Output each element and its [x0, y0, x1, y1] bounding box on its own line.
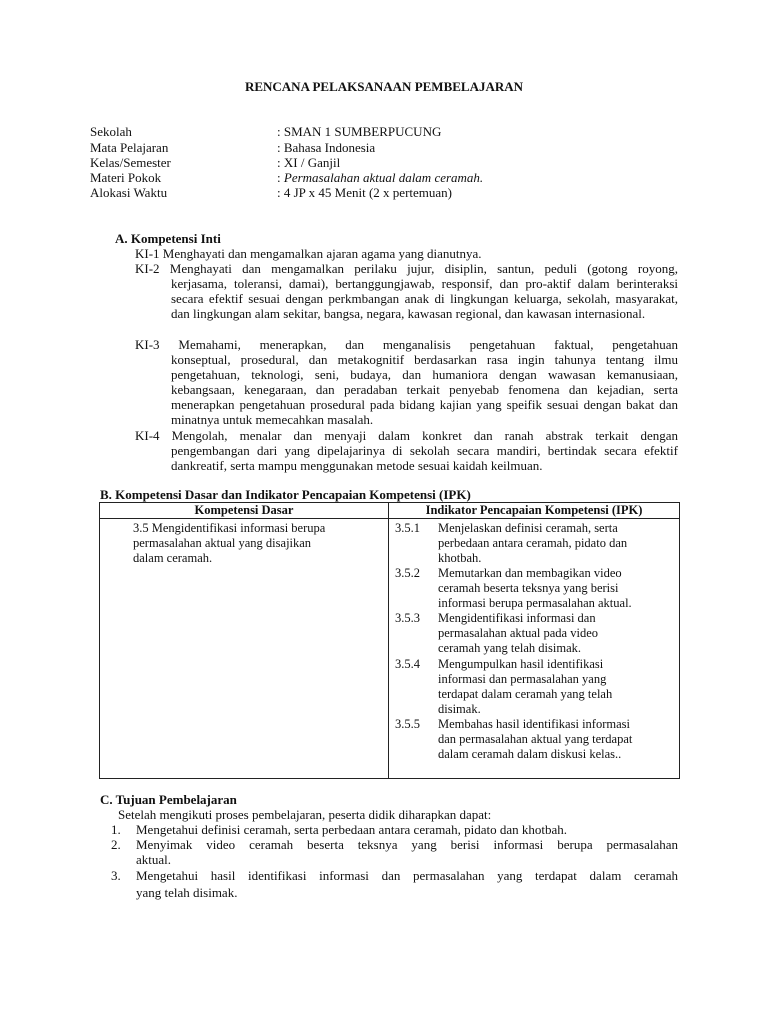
- ipk-cell: [389, 519, 680, 779]
- ki-1: KI-1 Menghayati dan mengamalkan ajaran agama yang dianutnya.: [135, 246, 482, 261]
- ipk-line: perbedaan antara ceramah, pidato dan: [438, 536, 628, 550]
- info-label-alokasi: Alokasi Waktu: [90, 185, 168, 200]
- kd-ipk-table: [99, 502, 680, 779]
- info-value-sekolah: : SMAN 1 SUMBERPUCUNG: [277, 124, 442, 139]
- ipk-line: dan permasalahan aktual yang terdapat: [438, 732, 633, 746]
- ipk-line: Memutarkan dan membagikan video: [438, 566, 622, 580]
- list-item-number: 1.: [111, 822, 121, 837]
- info-value-mapel: : Bahasa Indonesia: [277, 140, 376, 155]
- ipk-number: 3.5.2: [395, 566, 420, 580]
- list-item: Mengetahui hasil identifikasi informasi dan permasalahan yang terdapat dalam ceramah: [136, 868, 678, 883]
- ipk-line: Mengidentifikasi informasi dan: [438, 611, 596, 625]
- ipk-text: [438, 611, 671, 656]
- kd-line: 3.5 Mengidentifikasi informasi berupa: [133, 521, 326, 535]
- ipk-line: khotbah.: [438, 551, 482, 565]
- ki-4-first-line: KI-4 Mengolah, menalar dan menyaji dalam konkret dan ranah abstrak terkait dengan: [135, 428, 678, 443]
- ipk-number: 3.5.3: [395, 611, 420, 625]
- info-value-materi-text: Permasalahan aktual dalam ceramah.: [283, 170, 484, 185]
- table-row: [100, 519, 680, 779]
- table-header-row: [100, 503, 680, 519]
- header-ipk: Indikator Pencapaian Kompetensi (IPK): [389, 503, 680, 519]
- list-item-number: 3.: [111, 868, 121, 883]
- ki-3-first-line: KI-3 Memahami, menerapkan, dan menganalisis pengetahuan faktual, pengetahuan: [135, 337, 678, 352]
- info-value-kelas: : XI / Ganjil: [277, 155, 341, 170]
- ipk-number: 3.5.1: [395, 521, 420, 535]
- list-item: Menyimak video ceramah beserta teksnya yang berisi informasi berupa permasalahan: [136, 837, 678, 852]
- ipk-number: 3.5.5: [395, 717, 420, 731]
- ipk-line: disimak.: [438, 702, 481, 716]
- ipk-line: permasalahan aktual pada video: [438, 626, 598, 640]
- ipk-line: terdapat dalam ceramah yang telah: [438, 687, 613, 701]
- ipk-line: ceramah beserta teksnya yang berisi: [438, 581, 619, 595]
- section-c-heading: C. Tujuan Pembelajaran: [100, 792, 237, 807]
- ipk-line: Membahas hasil identifikasi informasi: [438, 717, 630, 731]
- section-c-intro: Setelah mengikuti proses pembelajaran, peserta didik diharapkan dapat:: [118, 807, 492, 822]
- ki-2-first-line: KI-2 Menghayati dan mengamalkan perilaku jujur, disiplin, santun, peduli (gotong royong,: [135, 261, 678, 276]
- info-label-materi: Materi Pokok: [90, 170, 162, 185]
- section-a-heading: A. Kompetensi Inti: [115, 231, 221, 246]
- info-label-sekolah: Sekolah: [90, 124, 132, 139]
- ki-4-continuation: pengembangan dari yang dipelajarinya di sekolah secara mandiri, bertindak secara efektif dankreatif, serta mampu menggunakan metode sesuai kaidah keilmuan.: [171, 443, 678, 473]
- section-b-heading: B. Kompetensi Dasar dan Indikator Pencapaian Kompetensi (IPK): [100, 487, 471, 502]
- info-label-mapel: Mata Pelajaran: [90, 140, 169, 155]
- kd-line: permasalahan aktual yang disajikan: [133, 536, 312, 550]
- ipk-line: dalam ceramah dalam diskusi kelas..: [438, 747, 622, 761]
- ki-2-continuation: kerjasama, toleransi, damai), bertanggungjawab, responsif, dan pro-aktif dalam berinteraksi secara efektif sesuai dengan perkmbangan anak di lingkungan keluarga, sekolah, masyarakat, dan lingkungan alam sekitar, bangsa, negara, kawasan regional, dan kawasan internasional.: [171, 276, 678, 321]
- list-item: Mengetahui definisi ceramah, serta perbedaan antara ceramah, pidato dan khotbah.: [136, 822, 567, 837]
- info-value-materi-prefix: :: [277, 170, 284, 185]
- ipk-line: ceramah yang telah disimak.: [438, 641, 581, 655]
- list-item-continuation: aktual.: [136, 852, 172, 867]
- header-kompetensi-dasar: Kompetensi Dasar: [100, 503, 389, 519]
- info-label-kelas: Kelas/Semester: [90, 155, 171, 170]
- info-value-materi: [277, 170, 483, 185]
- ipk-number: 3.5.4: [395, 657, 420, 671]
- list-item-continuation: yang telah disimak.: [136, 885, 238, 900]
- ipk-line: informasi berupa permasalahan aktual.: [438, 596, 632, 610]
- ipk-text: [438, 657, 671, 717]
- ipk-line: informasi dan permasalahan yang: [438, 672, 607, 686]
- ipk-line: Menjelaskan definisi ceramah, serta: [438, 521, 618, 535]
- ipk-text: [438, 566, 671, 611]
- info-value-alokasi: : 4 JP x 45 Menit (2 x pertemuan): [277, 185, 452, 200]
- ipk-line: Mengumpulkan hasil identifikasi: [438, 657, 604, 671]
- kd-line: dalam ceramah.: [133, 551, 213, 565]
- ipk-text: [438, 521, 671, 566]
- document-title: RENCANA PELAKSANAAN PEMBELAJARAN: [244, 79, 524, 94]
- ipk-text: [438, 717, 671, 762]
- ki-3-continuation: konseptual, prosedural, dan metakognitif berdasarkan rasa ingin tahunya tentang ilmu pengetahuan, teknologi, seni, budaya, dan humaniora dengan wawasan kemanusiaan, kebangsaan, kenegaraan, dan peradaban terkait penyebab fenomena dan kejadian, serta menerapkan pengetahuan prosedural pada bidang kajian yang speifik sesuai dengan bakat dan minatnya untuk memecahkan masalah.: [171, 352, 678, 427]
- kd-cell: [100, 519, 389, 779]
- list-item-number: 2.: [111, 837, 121, 852]
